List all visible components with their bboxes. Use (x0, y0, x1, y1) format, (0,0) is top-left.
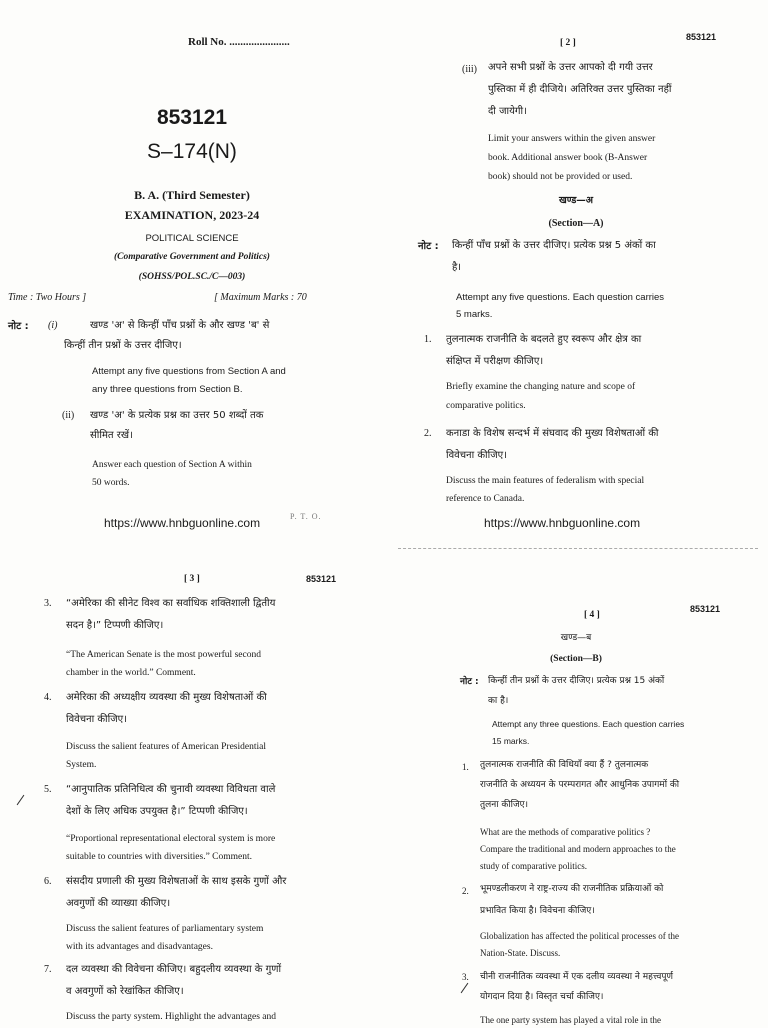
question-text-english: study of comparative politics. (480, 861, 587, 871)
question-text-hindi: “आनुपातिक प्रतिनिधित्व की चुनावी व्यवस्था विविधता वाले (66, 784, 276, 795)
question-text-english: Discuss the party system. Highlight the advantages and (66, 1012, 277, 1022)
question-text-hindi: देशों के लिए अधिक उपयुक्त है।” टिप्पणी कीजिए। (66, 806, 248, 817)
question-text-english: chamber in the world.” Comment. (66, 668, 196, 678)
pen-tick-mark (17, 795, 25, 805)
question-text-hindi: प्रभावित किया है। विवेचना कीजिए। (480, 906, 595, 916)
paper-code: 853121 (306, 574, 337, 584)
question-text-hindi: विवेचना कीजिए। (66, 714, 127, 725)
question-text-hindi: चीनी राजनीतिक व्यवस्था में एक दलीय व्यवस्था ने महत्त्वपूर्ण (480, 972, 674, 982)
question-text-hindi: संक्षिप्त में परीक्षण कीजिए। (446, 356, 544, 367)
section-heading-hindi: खण्ड—अ (558, 195, 594, 206)
paper-title: (Comparative Government and Politics) (114, 252, 270, 262)
question-number: 7. (44, 964, 52, 975)
question-text-hindi: तुलनात्मक राजनीति के बदलते हुए स्वरूप और क्षेत्र का (446, 334, 642, 345)
question-text-hindi: तुलनात्मक राजनीति की विधियाँ क्या हैं ? तुलनात्मक (480, 760, 649, 770)
question-number: 1. (462, 762, 469, 772)
page-3 (0, 512, 384, 1024)
question-number: 3. (44, 598, 52, 609)
note-text-english: Attempt any five questions. Each question carries (456, 292, 665, 303)
note-text-hindi: खण्ड 'अ' से किन्हीं पाँच प्रश्नों के और खण्ड 'ब' से (90, 320, 270, 331)
note-text-hindi: किन्हीं तीन प्रश्नों के उत्तर दीजिए। (64, 340, 182, 351)
question-text-english: Discuss the main features of federalism with special (446, 476, 645, 486)
page-number: [ 4 ] (584, 610, 600, 620)
question-text-english: Briefly examine the changing nature and scope of (446, 382, 636, 392)
time-allowed: Time : Two Hours ] (8, 292, 87, 303)
page-number: [ 3 ] (184, 574, 200, 584)
question-number: 5. (44, 784, 52, 795)
question-text-english: Globalization has affected the political processes of the (480, 931, 680, 941)
question-text-hindi: अवगुणों की व्याख्या कीजिए। (66, 898, 171, 909)
question-text-english: suitable to countries with diversities.” Comment. (66, 852, 253, 862)
note-text-hindi: खण्ड 'अ' के प्रत्येक प्रश्न का उत्तर 50 शब्दों तक (90, 410, 264, 421)
question-number: 4. (44, 692, 52, 703)
course-code: (SOHSS/POL.SC./C—003) (138, 272, 246, 282)
note-text-english: 15 marks. (492, 736, 530, 746)
question-text-english: “The American Senate is the most powerful second (66, 650, 261, 660)
question-text-english: comparative politics. (446, 401, 526, 411)
question-number: 2. (462, 886, 469, 896)
question-text-english: The one party system has played a vital role in the (480, 1015, 661, 1025)
note-text-hindi: दी जायेगी। (488, 106, 527, 117)
question-text-english: Nation-State. Discuss. (480, 948, 561, 958)
subject-code: S–174(N) (147, 140, 237, 163)
page-1 (0, 0, 384, 530)
question-text-english: System. (66, 760, 97, 770)
note-label: नोट : (460, 677, 479, 687)
question-text-hindi: भूमण्डलीकरण ने राष्ट्र-राज्य की राजनीतिक प्रक्रियाओं को (480, 884, 664, 894)
note-text-english: 5 marks. (456, 309, 493, 320)
note-text-hindi: का है। (488, 696, 509, 706)
question-text-english: Discuss the salient features of parliamentary system (66, 924, 264, 934)
website-url: https://www.hnbguonline.com (484, 516, 641, 530)
question-text-hindi: कनाडा के विशेष सन्दर्भ में संघवाद की मुख्य विशेषताओं की (446, 428, 659, 439)
note-label: नोट : (8, 321, 29, 332)
section-heading-hindi: खण्ड—ब (560, 633, 592, 643)
question-number: 3. (462, 972, 469, 982)
note-text-hindi: पुस्तिका में ही दीजिये। अतिरिक्त उत्तर पुस्तिका नहीं (488, 84, 672, 95)
note-text-hindi: है। (452, 262, 462, 273)
section-heading: (Section—B) (550, 654, 602, 664)
question-text-english: Compare the traditional and modern approaches to the (480, 844, 676, 854)
note-text-english: Attempt any three questions. Each question carries (492, 719, 685, 729)
note-text-english: book. Additional answer book (B-Answer (488, 153, 648, 163)
question-text-hindi: अमेरिका की अध्यक्षीय व्यवस्था की मुख्य विशेषताओं की (66, 692, 267, 703)
question-number: 6. (44, 876, 52, 887)
question-text-hindi: “अमेरिका की सीनेट विश्व का सर्वाधिक शक्तिशाली द्वितीय (66, 598, 276, 609)
question-text-hindi: विवेचना कीजिए। (446, 450, 507, 461)
note-text-english: Limit your answers within the given answer (488, 134, 656, 144)
page-2 (384, 0, 768, 530)
note-item-number: (i) (48, 320, 58, 331)
note-item-number: (ii) (62, 410, 75, 421)
question-text-english: with its advantages and disadvantages. (66, 942, 213, 952)
note-item-number: (iii) (462, 64, 477, 75)
question-text-hindi: योगदान दिया है। विस्तृत चर्चा कीजिए। (480, 992, 604, 1002)
page-4 (384, 512, 768, 1024)
note-text-english: 50 words. (92, 478, 130, 488)
subject-title: POLITICAL SCIENCE (145, 233, 239, 244)
question-text-english: reference to Canada. (446, 494, 525, 504)
question-text-hindi: दल व्यवस्था की विवेचना कीजिए। बहुदलीय व्यवस्था के गुणों (66, 964, 282, 975)
note-label: नोट : (418, 241, 439, 252)
page-number: [ 2 ] (560, 38, 576, 48)
paper-code: 853121 (686, 32, 717, 42)
paper-code: 853121 (690, 604, 721, 614)
roll-number: Roll No. ...................... (188, 36, 290, 48)
note-text-english: book) should not be provided or used. (488, 172, 633, 182)
website-url: https://www.hnbguonline.com (104, 516, 261, 530)
question-text-hindi: तुलना कीजिए। (480, 800, 529, 810)
question-text-english: Discuss the salient features of American Presidential (66, 742, 266, 752)
note-text-english: Attempt any five questions from Section A and (92, 366, 286, 377)
question-text-hindi: संसदीय प्रणाली की मुख्य विशेषताओं के साथ इसके गुणों और (66, 876, 287, 887)
note-text-hindi: किन्हीं तीन प्रश्नों के उत्तर दीजिए। प्रत्येक प्रश्न 15 अंकों (488, 676, 665, 686)
pto-text: P. T. O. (290, 512, 322, 521)
pen-tick-mark (461, 983, 469, 993)
exam-title: EXAMINATION, 2023-24 (124, 208, 260, 222)
question-text-hindi: सदन है।” टिप्पणी कीजिए। (66, 620, 164, 631)
maximum-marks: [ Maximum Marks : 70 (214, 292, 307, 303)
note-text-english: Answer each question of Section A within (92, 460, 252, 470)
note-text-hindi: अपने सभी प्रश्नों के उत्तर आपको दी गयी उत्तर (488, 62, 653, 73)
paper-code: 853121 (156, 106, 228, 129)
note-text-english: any three questions from Section B. (92, 384, 243, 395)
question-number: 2. (424, 428, 432, 439)
question-text-hindi: व अवगुणों को रेखांकित कीजिए। (66, 986, 184, 997)
question-text-hindi: राजनीति के अध्ययन के परम्परागत और आधुनिक उपागमों की (480, 780, 680, 790)
note-text-hindi: सीमित रखें। (90, 430, 133, 441)
degree-title: B. A. (Third Semester) (134, 188, 250, 202)
section-heading: (Section—A) (548, 218, 604, 229)
question-text-english: “Proportional representational electoral system is more (66, 834, 276, 844)
question-text-english: What are the methods of comparative politics ? (480, 827, 651, 837)
question-number: 1. (424, 334, 432, 345)
note-text-hindi: किन्हीं पाँच प्रश्नों के उत्तर दीजिए। प्रत्येक प्रश्न 5 अंकों का (452, 240, 656, 251)
